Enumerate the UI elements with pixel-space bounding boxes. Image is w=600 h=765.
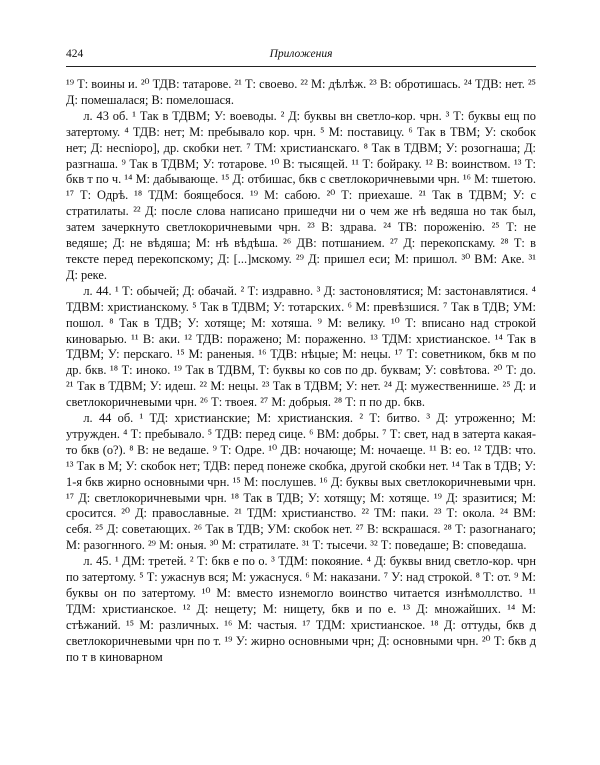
page <box>66 46 536 666</box>
note-paragraph-continuation: ¹⁹ Т: воины и. ²⁰ ТДВ: татарове. ²¹ Т: своево. ²² М: дѣлѣж. ²³ В: обротишась. ²⁴ ТДВ: нет. ²⁵ Д: помешалася; В: помелошася. <box>66 77 536 107</box>
note-paragraph-l45: л. 45. ¹ ДМ: третей. ² Т: бкв е по о. ³ ТДМ: покояние. ⁴ Д: буквы внид светло-кор. чрн по затертому. ⁵ Т: ужаснув вся; М: ужаснуся. ⁶ М: наказани. ⁷ У: над строкой. ⁸ Т: от. ⁹ М: буквы он по затертому. ¹⁰ М: вместо изнемогло воинство читается изнѣмоллство. ¹¹ ТДМ: христианское. ¹² Д: нещету; М: нищету, бкв и по е. ¹³ Д: множайших. ¹⁴ М: стѣжаний. ¹⁵ М: различных. ¹⁶ М: частыя. ¹⁷ ТДМ: христианское. ¹⁸ Д: оттуды, бкв д светлокоричневыми чрн по т. ¹⁹ У: жирно основными чрн; Д: основными чрн. ²⁰ Т: бкв д по т в киноварном <box>66 554 536 664</box>
running-title: Приложения <box>269 48 333 60</box>
note-paragraph-l44ob: л. 44 об. ¹ ТД: христианские; М: христианския. ² Т: битво. ³ Д: утроженно; М: утружден. ⁴ Т: пребывало. ⁵ ТДВ: перед сице. ⁶ ВМ: добры. ⁷ Т: свет, над в затерта какая-то бкв (о?). ⁸ В: не ведаше. ⁹ Т: Одре. ¹⁰ ДВ: ночающе; М: ночаеще. ¹¹ В: ео. ¹² ТДВ: что. ¹³ Так в М; У: скобок нет; ТДВ: перед понеже скобка, другой скобки нет. ¹⁴ Так в ТДВ; У: 1-я бкв жирно основными чрн. ¹⁵ М: послушев. ¹⁶ Д: буквы вых светлокоричневыми чрн. ¹⁷ Д: светлокоричневыми чрн. ¹⁸ Так в ТДВ; У: хотящу; М: хотяще. ¹⁹ Д: зразитися; М: сросится. ²⁰ Д: православные. ²¹ ТДМ: христианство. ²² ТМ: паки. ²³ Т: окола. ²⁴ ВМ: себя. ²⁵ Д: советающих. ²⁶ Так в ТДВ; УМ: скобок нет. ²⁷ В: вскрашася. ²⁸ Т: разогнанаго; М: разогнного. ²⁹ М: оныя. ³⁰ М: стратилате. ³¹ Т: тысечи. ³² Т: поведаше; В: споведаша. <box>66 411 536 553</box>
page-number: 424 <box>66 48 84 60</box>
note-paragraph-l44: л. 44. ¹ Т: обычей; Д: обачай. ² Т: издравно. ³ Д: застоновлятися; М: застонавлятися. ⁴ ТДВМ: христианскому. ⁵ Так в ТДВМ; У: тотарских. ⁶ М: превѣзшися. ⁷ Так в ТДВ; УМ: пошол. ⁸ Так в ТДВ; У: хотяще; М: хотяша. ⁹ М: велику. ¹⁰ Т: вписано над строкой киноварью. ¹¹ В: аки. ¹² ТДВ: поражено; М: пораженно. ¹³ ТДМ: христианское. ¹⁴ Так в ТДВМ; У: перскаго. ¹⁵ М: раненыя. ¹⁶ ТДВ: нѣцые; М: нецы. ¹⁷ Т: советником, бкв м по др. бкв. ¹⁸ Т: иноко. ¹⁹ Так в ТДВМ, Т: буквы ко сов по др. буквам; У: совѣтова. ²⁰ Т: до. ²¹ Так в ТДВМ; У: идеш. ²² М: нецы. ²³ Так в ТДВМ; У: нет. ²⁴ Д: мужественнише. ²⁵ Д: и светлокоричневыми чрн. ²⁶ Т: твоея. ²⁷ М: добрыя. ²⁸ Т: п по др. бкв. <box>66 283 536 410</box>
header-rule <box>66 66 536 67</box>
apparatus-text <box>66 77 536 666</box>
running-head <box>66 46 536 62</box>
note-paragraph-l43ob: л. 43 об. ¹ Так в ТДВМ; У: воеводы. ² Д: буквы вн светло-кор. чрн. ³ Т: буквы ещ по затертому. ⁴ ТДВ: нет; М: пребывало кор. чрн. ⁵ М: поставицу. ⁶ Так в ТВМ; У: скобок нет; Д: несniopo], др. скобки нет. ⁷ ТМ: христианскаго. ⁸ Так в ТДВМ; У: розогнаша; Д: разгнаша. ⁹ Так в ТДВМ; У: тотарове. ¹⁰ В: тысящей. ¹¹ Т: бойраку. ¹² В: воинством. ¹³ Т: бкв т по ч. ¹⁴ М: дабывающе. ¹⁵ Д: отбишас, бкв с светлокоричневыми чрн. ¹⁶ М: тшетою. ¹⁷ Т: Одрѣ. ¹⁸ ТДМ: боящебося. ¹⁹ М: сабою. ²⁰ Т: приехаше. ²¹ Так в ТДВМ; У: с стратилаты. ²² Д: после слова написано пришедчи ни о чем же нѣ ведяша но так был, затем зачеркнуто светлокоричневыми чрн. ²³ В: здрава. ²⁴ ТВ: пороженію. ²⁵ Т: не ведяше; Д: не вѣдяша; М: нѣ вѣдѣша. ²⁶ ДВ: потшанием. ²⁷ Д: перекопскаму. ²⁸ Т: в тексте перед перекопскому; Д: [...]мскому. ²⁹ Д: пришел еси; М: пришол. ³⁰ ВМ: Аке. ³¹ Д: реке. <box>66 108 536 282</box>
